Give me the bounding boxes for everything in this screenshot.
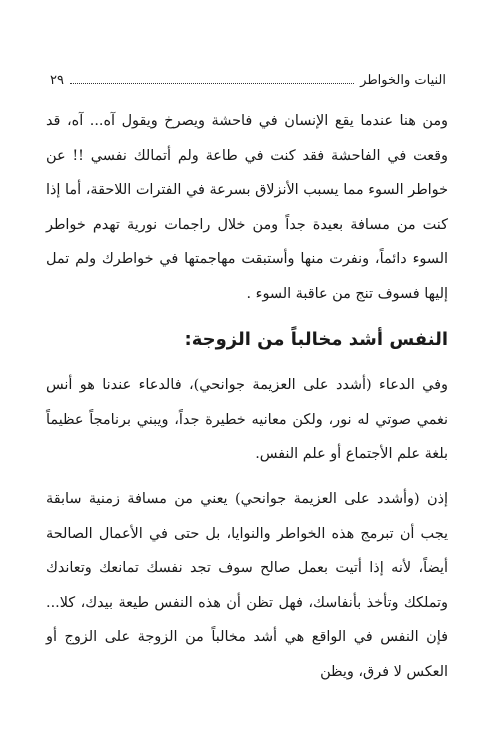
running-header bbox=[50, 66, 446, 88]
header-dotted-leader bbox=[70, 83, 354, 84]
section-heading: النفس أشد مخالباً من الزوجة: bbox=[184, 329, 448, 350]
paragraph-3: إذن (وأشدد على العزيمة جوانحي) يعني من مسافة زمنية سابقة يجب أن تبرمج هذه الخواطر والنوايا، بل حتى في الأعمال الصالحة أيضاً، لأنه إذا أتيت بعمل صالح سوف تجد نفسك تمانعك وتعاندك وتملكك وتأخذ بأنفاسك، فهل تظن أن هذه النفس طيعة بيدك، كلا... فإن النفس في الواقع هي أشد مخالباً من الزوجة على الزوج أو العكس لا فرق، ويظن bbox=[46, 491, 448, 680]
header-title: النيات والخواطر bbox=[360, 73, 446, 88]
paragraph-2: وفي الدعاء (أشدد على العزيمة جوانحي)، فالدعاء عندنا هو أنس نغمي صوتي له نور، ولكن معانيه خطيرة جداً، ويبني برنامجاً عظيماً بلغة علم الأجتماع أو علم النفس. bbox=[46, 377, 448, 462]
paragraph-1: ومن هنا عندما يقع الإنسان في فاحشة ويصرخ ويقول آه... آه، قد وقعت في الفاحشة فقد كنت في طاعة ولم أتمالك نفسي !! عن خواطر السوء مما يسبب الأنزلاق بسرعة في الفترات اللاحقة، أما إذا كنت من مسافة بعيدة جداً ومن خلال راجمات نورية تهدم خواطر السوء دائماً، ونفرت منها وأستبقت مهاجمتها في خواطرك ولم تمل إليها فسوف تنج من عاقبة السوء . bbox=[46, 113, 448, 302]
page-number: ٢٩ bbox=[50, 73, 64, 88]
